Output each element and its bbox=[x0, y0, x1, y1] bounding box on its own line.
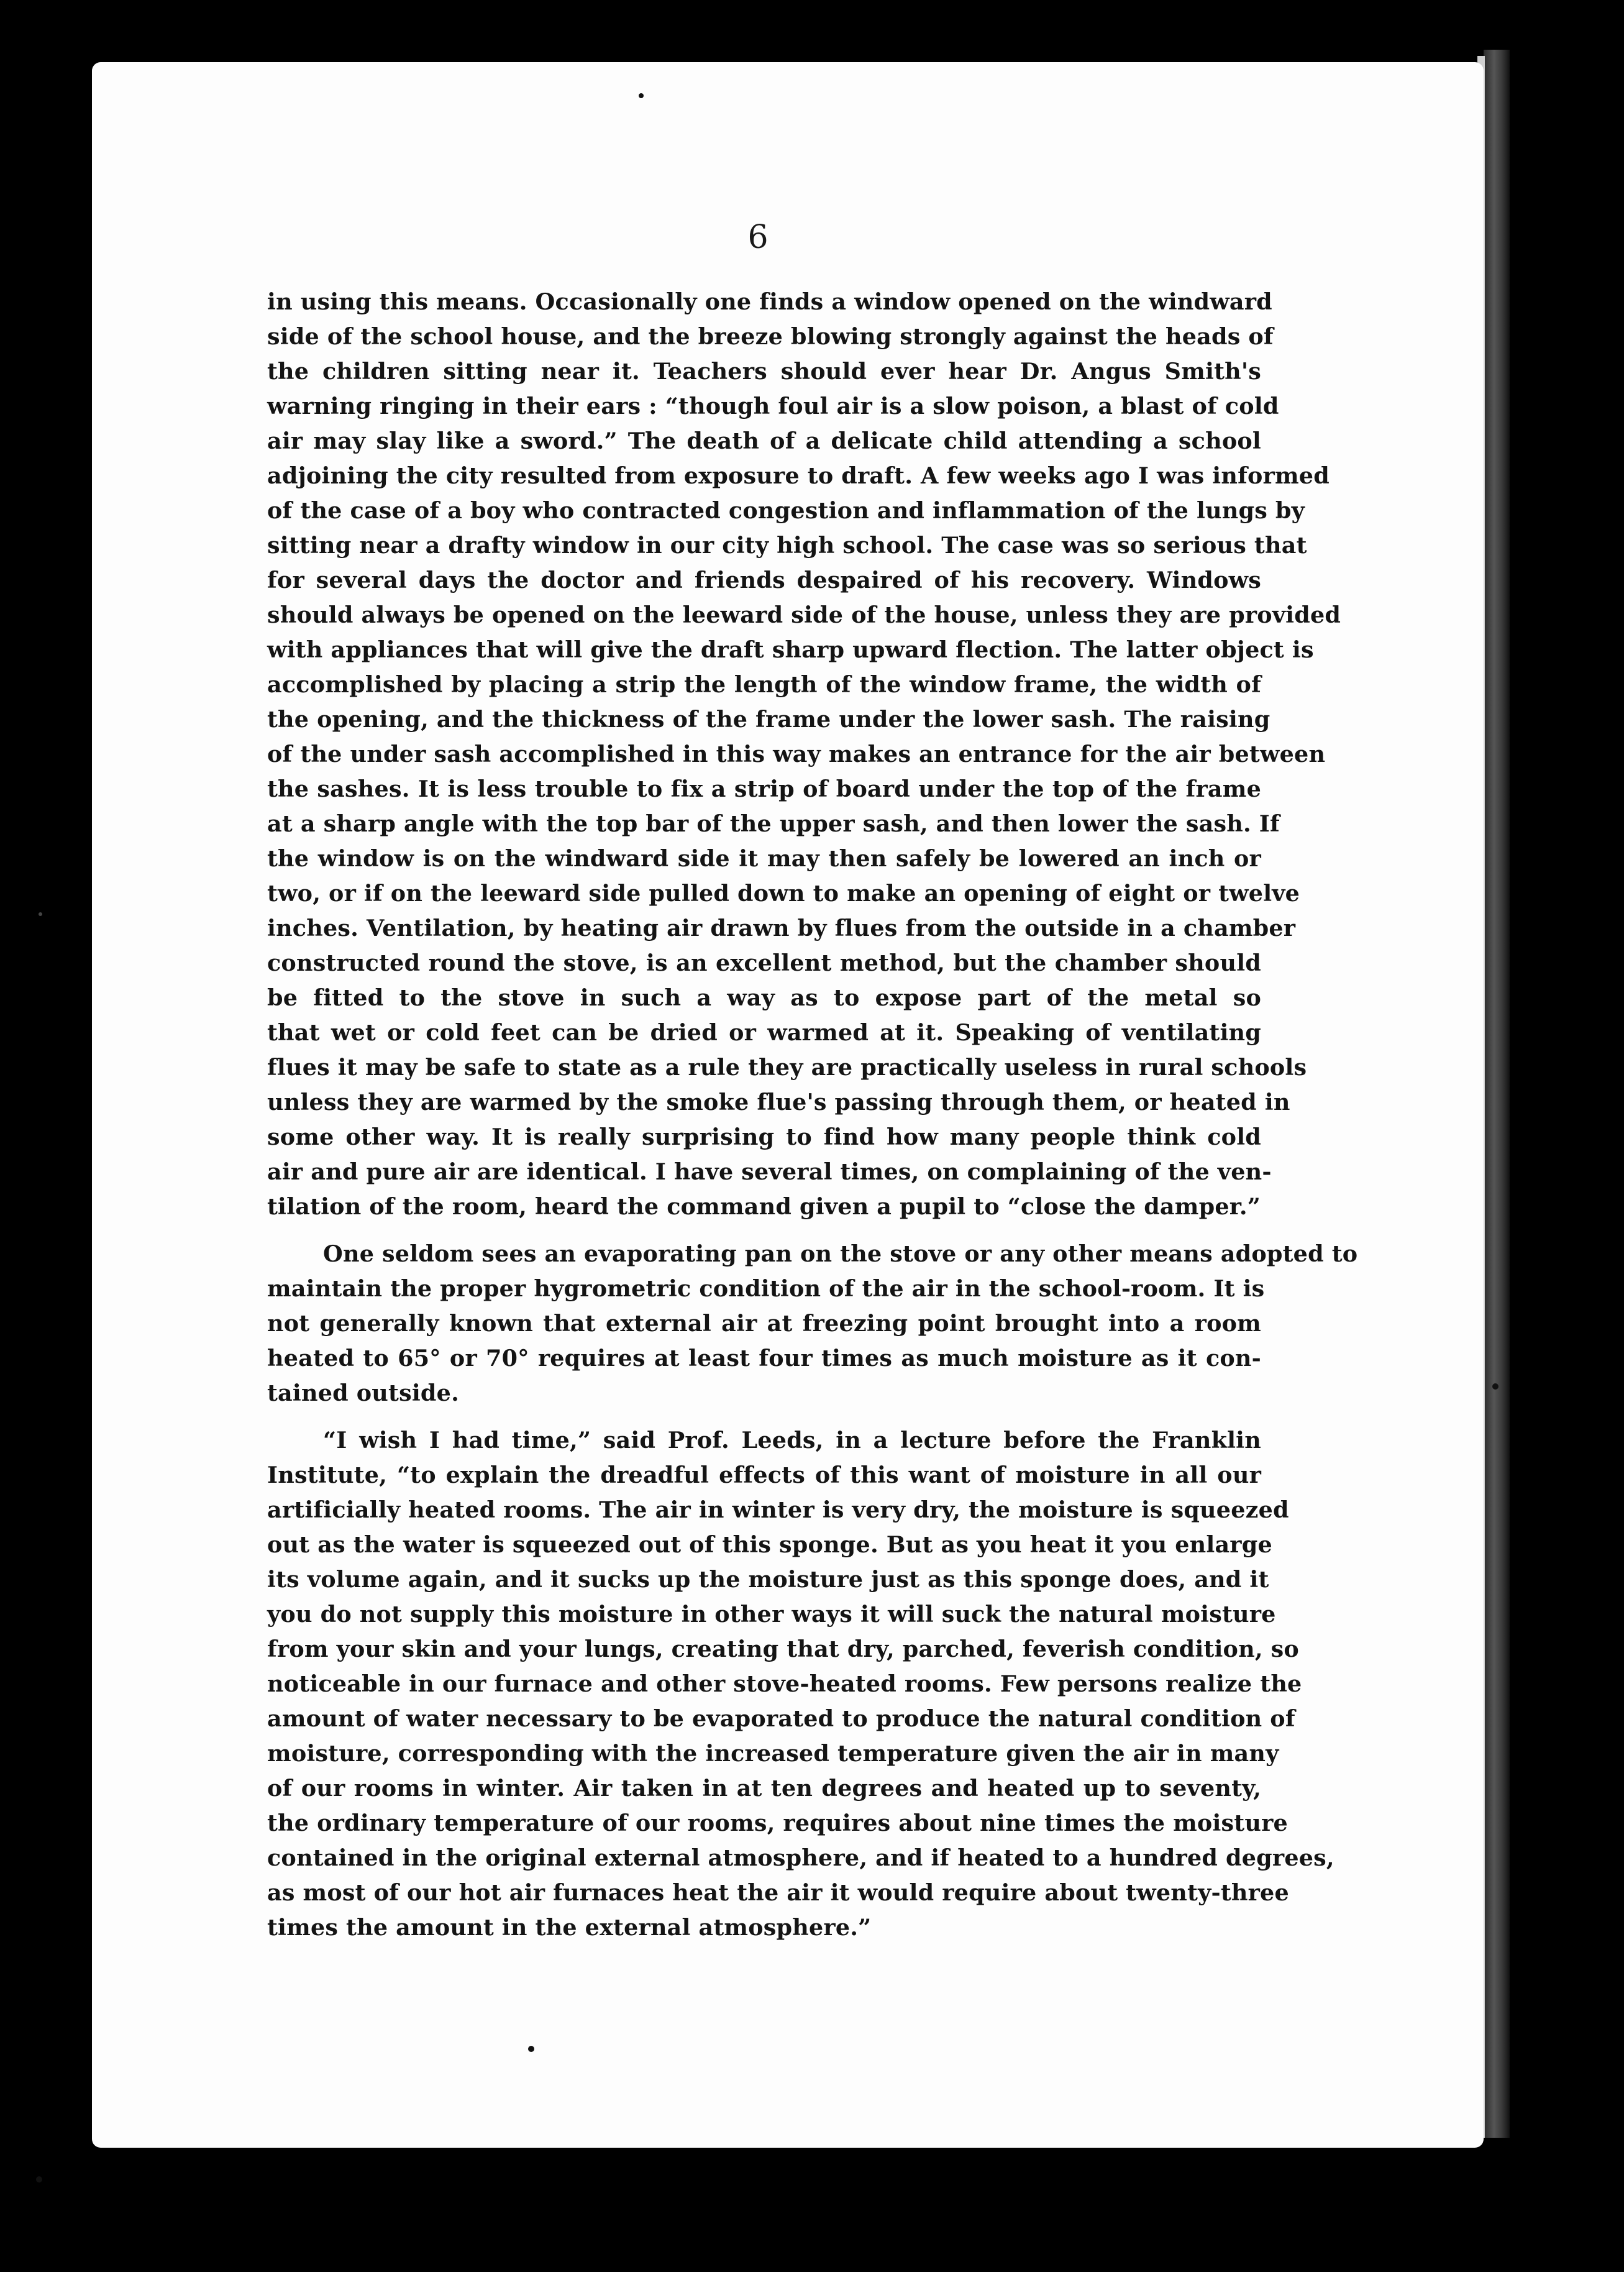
text-line: that wet or cold feet can be dried or warmed at it. Speaking of ventilating bbox=[267, 1019, 1261, 1046]
ink-speck bbox=[39, 912, 42, 916]
text-line: at a sharp angle with the top bar of the upper sash, and then lower the sash. If bbox=[267, 810, 1280, 837]
text-line: tilation of the room, heard the command given a pupil to “close the damper.” bbox=[267, 1193, 1261, 1220]
text-line: accomplished by placing a strip the length of the window frame, the width of bbox=[267, 671, 1261, 698]
text-line: from your skin and your lungs, creating that dry, parched, feverish condition, so bbox=[267, 1636, 1299, 1662]
paragraph bbox=[267, 1423, 1334, 1945]
text-line: “I wish I had time,” said Prof. Leeds, in a lecture before the Franklin bbox=[323, 1427, 1261, 1454]
text-line: air may slay like a sword.” The death of a delicate child attending a school bbox=[267, 428, 1261, 454]
text-line: side of the school house, and the breeze blowing strongly against the heads of bbox=[267, 323, 1274, 350]
paragraph bbox=[267, 285, 1341, 1224]
text-line: of the under sash accomplished in this way makes an entrance for the air between bbox=[267, 741, 1326, 767]
text-line: Institute, “to explain the dreadful effects of this want of moisture in all our bbox=[267, 1462, 1261, 1488]
text-line: moisture, corresponding with the increased temperature given the air in many bbox=[267, 1740, 1279, 1767]
ink-speck bbox=[639, 93, 644, 98]
text-line: the sashes. It is less trouble to fix a strip of board under the top of the frame bbox=[267, 776, 1261, 802]
text-line: inches. Ventilation, by heating air drawn by flues from the outside in a chamber bbox=[267, 915, 1296, 941]
text-line: air and pure air are identical. I have several times, on complaining of the ven- bbox=[267, 1158, 1272, 1185]
text-line: be fitted to the stove in such a way as to expose part of the metal so bbox=[267, 984, 1261, 1011]
text-line: sitting near a drafty window in our city high school. The case was so serious that bbox=[267, 532, 1307, 559]
text-line: noticeable in our furnace and other stove-heated rooms. Few persons realize the bbox=[267, 1670, 1302, 1697]
ink-speck bbox=[528, 2046, 534, 2052]
text-line: the ordinary temperature of our rooms, requires about nine times the moisture bbox=[267, 1810, 1288, 1836]
text-line: maintain the proper hygrometric condition of the air in the school-room. It is bbox=[267, 1275, 1265, 1302]
text-line: tained outside. bbox=[267, 1380, 459, 1406]
text-line: its volume again, and it sucks up the moisture just as this sponge does, and it bbox=[267, 1566, 1269, 1593]
text-line: unless they are warmed by the smoke flue's passing through them, or heated in bbox=[267, 1089, 1290, 1115]
paragraph bbox=[267, 1237, 1358, 1411]
text-line: as most of our hot air furnaces heat the air it would require about twenty-three bbox=[267, 1879, 1289, 1906]
text-line: with appliances that will give the draft sharp upward flection. The latter object is bbox=[267, 636, 1314, 663]
text-line: should always be opened on the leeward side of the house, unless they are provided bbox=[267, 602, 1341, 628]
text-line: the opening, and the thickness of the frame under the lower sash. The raising bbox=[267, 706, 1270, 733]
text-line: artificially heated rooms. The air in winter is very dry, the moisture is squeezed bbox=[267, 1496, 1289, 1523]
text-line: out as the water is squeezed out of this sponge. But as you heat it you enlarge bbox=[267, 1531, 1272, 1558]
text-line: One seldom sees an evaporating pan on the stove or any other means adopted to bbox=[323, 1240, 1358, 1267]
text-line: the children sitting near it. Teachers should ever hear Dr. Angus Smith's bbox=[267, 358, 1261, 385]
page-number: 6 bbox=[747, 219, 769, 256]
adjacent-page-edge bbox=[1484, 50, 1510, 2138]
text-line: not generally known that external air at freezing point brought into a room bbox=[267, 1310, 1261, 1337]
ink-speck bbox=[36, 2176, 42, 2183]
text-line: adjoining the city resulted from exposure to draft. A few weeks ago I was informed bbox=[267, 462, 1330, 489]
text-line: of the case of a boy who contracted congestion and inflammation of the lungs by bbox=[267, 497, 1305, 524]
text-line: heated to 65° or 70° requires at least four times as much moisture as it con- bbox=[267, 1345, 1261, 1372]
text-line: some other way. It is really surprising to find how many people think cold bbox=[267, 1124, 1261, 1150]
text-line: flues it may be safe to state as a rule they are practically useless in rural schools bbox=[267, 1054, 1307, 1081]
text-line: for several days the doctor and friends despaired of his recovery. Windows bbox=[267, 567, 1261, 593]
text-line: warning ringing in their ears : “though foul air is a slow poison, a blast of cold bbox=[267, 393, 1279, 419]
text-line: the window is on the windward side it may then safely be lowered an inch or bbox=[267, 845, 1261, 872]
text-line: of our rooms in winter. Air taken in at ten degrees and heated up to seventy, bbox=[267, 1775, 1261, 1802]
text-line: you do not supply this moisture in other ways it will suck the natural moisture bbox=[267, 1601, 1276, 1628]
text-line: two, or if on the leeward side pulled down to make an opening of eight or twelve bbox=[267, 880, 1300, 907]
text-line: times the amount in the external atmosphere.” bbox=[267, 1914, 872, 1941]
text-line: in using this means. Occasionally one finds a window opened on the windward bbox=[267, 288, 1272, 315]
body-text bbox=[267, 285, 1358, 1945]
text-line: contained in the original external atmosphere, and if heated to a hundred degrees, bbox=[267, 1844, 1334, 1871]
text-line: amount of water necessary to be evaporated to produce the natural condition of bbox=[267, 1705, 1295, 1732]
text-line: constructed round the stove, is an excellent method, but the chamber should bbox=[267, 950, 1261, 976]
ink-speck bbox=[1492, 1383, 1499, 1390]
